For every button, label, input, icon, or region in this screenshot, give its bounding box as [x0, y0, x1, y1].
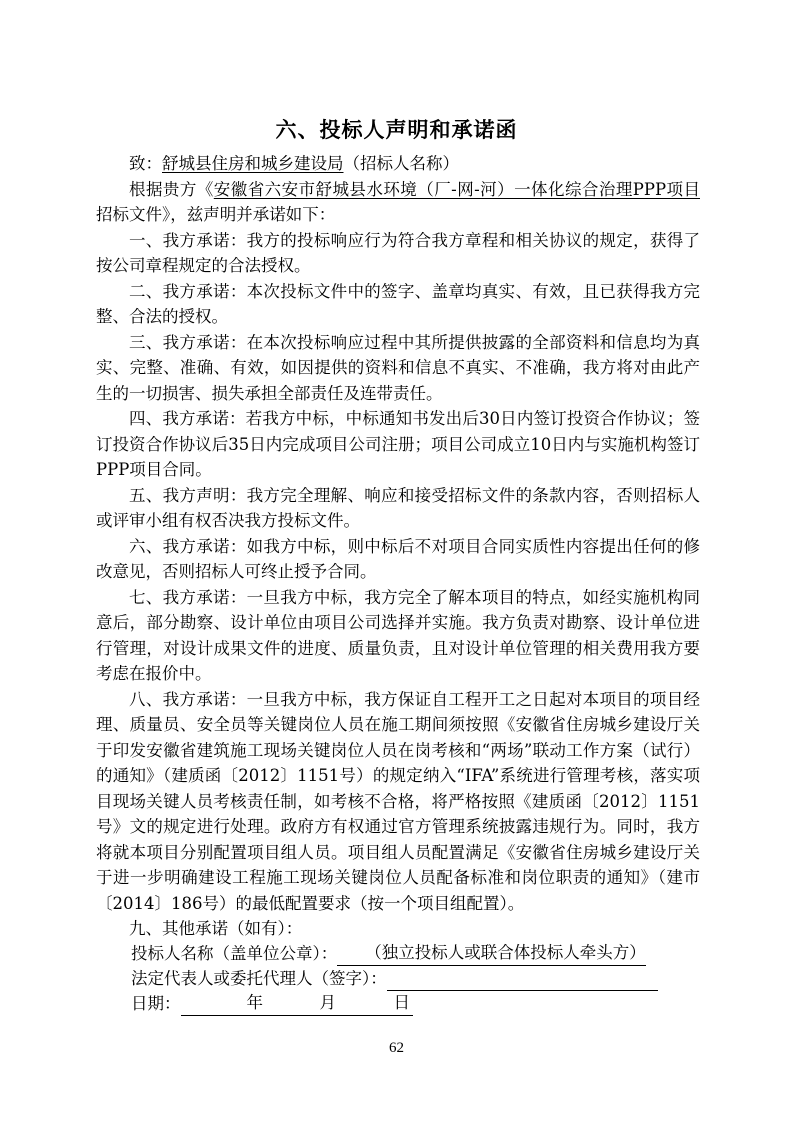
commitment-paragraph-2: 二、我方承诺：本次投标文件中的签字、盖章均真实、有效，且已获得我方完整、合法的授权。 — [96, 281, 700, 326]
commitment-paragraph-9: 九、其他承诺（如有）： — [129, 919, 303, 938]
date-label: 日期： — [131, 994, 181, 1013]
letter-body — [96, 151, 700, 942]
date-year-label: 年 — [246, 993, 263, 1012]
bidder-name-label: 投标人名称（盖单位公章）： — [131, 944, 338, 963]
intro-paragraph — [96, 177, 700, 228]
commitment-paragraph-8: 八、我方承诺：一旦我方中标，我方保证自工程开工之日起对本项目的项目经理、质量员、安全员等关键岗位人员在施工期间须按照《安徽省住房城乡建设厅关于印发安徽省建筑施工现场关键岗位人员在岗考核和“两场”联动工作方案（试行）的通知》（建质函〔2012〕1151号）的规定纳入“IFA”系统进行管理考核，落实项目现场关键人员考核责任制，如考核不合格，将严格按照《建质函〔2012〕1151号》文的规定进行处理。政府方有权通过官方管理系统披露违规行为。同时，我方将就本项目分别配置项目组人员。项目组人员配置满足《安徽省住房城乡建设厅关于进一步明确建设工程施工现场关键岗位人员配备标准和岗位职责的通知》（建市〔2014〕186号）的最低配置要求（按一个项目组配置）。 — [96, 689, 700, 913]
commitment-paragraph-5: 五、我方声明：我方完全理解、响应和接受招标文件的条款内容，否则招标人或评审小组有权否决我方投标文件。 — [96, 485, 700, 530]
representative-label: 法定代表人或委托代理人（签字）： — [131, 969, 387, 988]
representative-signature-field[interactable] — [387, 970, 658, 991]
date-day-label: 日 — [393, 993, 410, 1012]
addressee-prefix: 致： — [129, 154, 162, 173]
bidder-name-row — [131, 940, 711, 966]
intro-project-name: 安徽省六安市舒城县水环境（厂-网-河）一体化综合治理PPP项目 — [213, 179, 700, 199]
commitment-paragraph-4: 四、我方承诺：若我方中标，中标通知书发出后30日内签订投资合作协议；签订投资合作协议后35日内完成项目公司注册；项目公司成立10日内与实施机构签订PPP项目合同。 — [96, 409, 700, 479]
bidder-name-field[interactable]: （独立投标人或联合体投标人牵头方） — [337, 940, 646, 966]
commitment-paragraph-6: 六、我方承诺：如我方中标，则中标后不对项目合同实质性内容提出任何的修改意见，否则招标人可终止授予合同。 — [96, 536, 700, 581]
date-row — [131, 991, 711, 1016]
addressee-suffix: （招标人名称） — [343, 154, 459, 173]
representative-row — [131, 966, 711, 991]
intro-suffix: 招标文件》，兹声明并承诺如下： — [96, 205, 336, 224]
addressee-name: 舒城县住房和城乡建设局 — [162, 154, 344, 173]
commitment-paragraph-1: 一、我方承诺：我方的投标响应行为符合我方章程和相关协议的规定，获得了按公司章程规定的合法授权。 — [96, 230, 700, 275]
date-field[interactable] — [181, 993, 413, 1016]
signature-block — [131, 940, 711, 1016]
commitment-paragraph-7: 七、我方承诺：一旦我方中标，我方完全了解本项目的特点，如经实施机构同意后，部分勘察、设计单位由项目公司选择并实施。我方负责对勘察、设计单位进行管理，对设计成果文件的进度、质量负责，且对设计单位管理的相关费用我方要考虑在报价中。 — [96, 587, 700, 683]
intro-prefix: 根据贵方《 — [129, 179, 214, 199]
addressee-line — [96, 151, 700, 177]
page-number: 62 — [389, 1040, 404, 1056]
commitment-paragraph-3: 三、我方承诺：在本次投标响应过程中其所提供披露的全部资料和信息均为真实、完整、准确、有效，如因提供的资料和信息不真实、不准确，我方将对由此产生的一切损害、损失承担全部责任及连带责任。 — [96, 332, 700, 403]
page-title: 六、投标人声明和承诺函 — [275, 118, 518, 142]
date-month-label: 月 — [319, 993, 336, 1012]
